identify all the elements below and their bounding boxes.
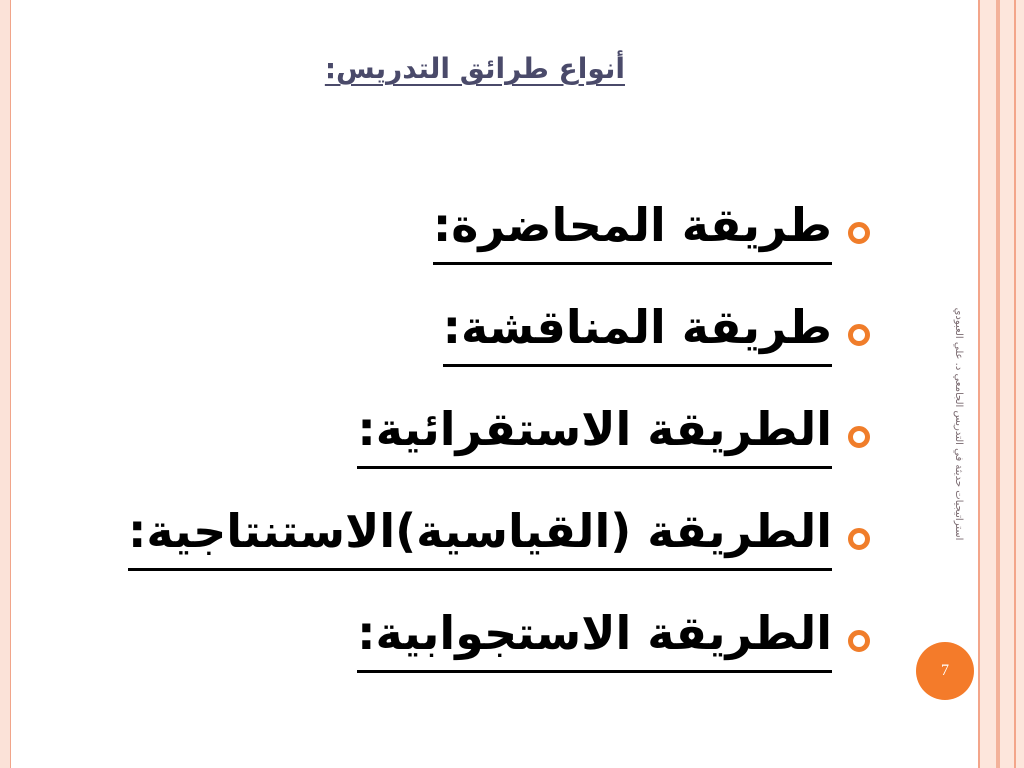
bullet-list: [60, 186, 880, 696]
list-item: [60, 390, 880, 492]
frame-right-line: [1014, 0, 1016, 768]
circle-bullet-icon: [848, 426, 870, 448]
circle-bullet-icon: [848, 528, 870, 550]
list-item: [60, 492, 880, 594]
frame-right-line: [978, 0, 980, 768]
frame-left-edge: [0, 0, 11, 768]
circle-bullet-icon: [848, 222, 870, 244]
list-item-text: الطريقة (القياسية)الاستنتاجية:: [128, 496, 832, 571]
circle-bullet-icon: [848, 324, 870, 346]
list-item: [60, 186, 880, 288]
slide-title: أنواع طرائق التدريس:: [324, 52, 625, 85]
side-footer-container: [948, 264, 964, 584]
frame-right-line: [996, 0, 1000, 768]
list-item-text: الطريقة الاستجوابية:: [357, 598, 832, 673]
circle-bullet-icon: [848, 630, 870, 652]
list-item-text: الطريقة الاستقرائية:: [357, 394, 832, 469]
page-number-badge: 7: [916, 642, 974, 700]
side-footer-text: استراتيجيات حديثة في التدريس الجامعي د. علي العبودي: [953, 307, 964, 541]
list-item-text: طريقة المناقشة:: [443, 292, 832, 367]
frame-right-band: [978, 0, 1024, 768]
list-item: [60, 594, 880, 696]
list-item: [60, 288, 880, 390]
list-item-text: طريقة المحاضرة:: [433, 190, 832, 265]
